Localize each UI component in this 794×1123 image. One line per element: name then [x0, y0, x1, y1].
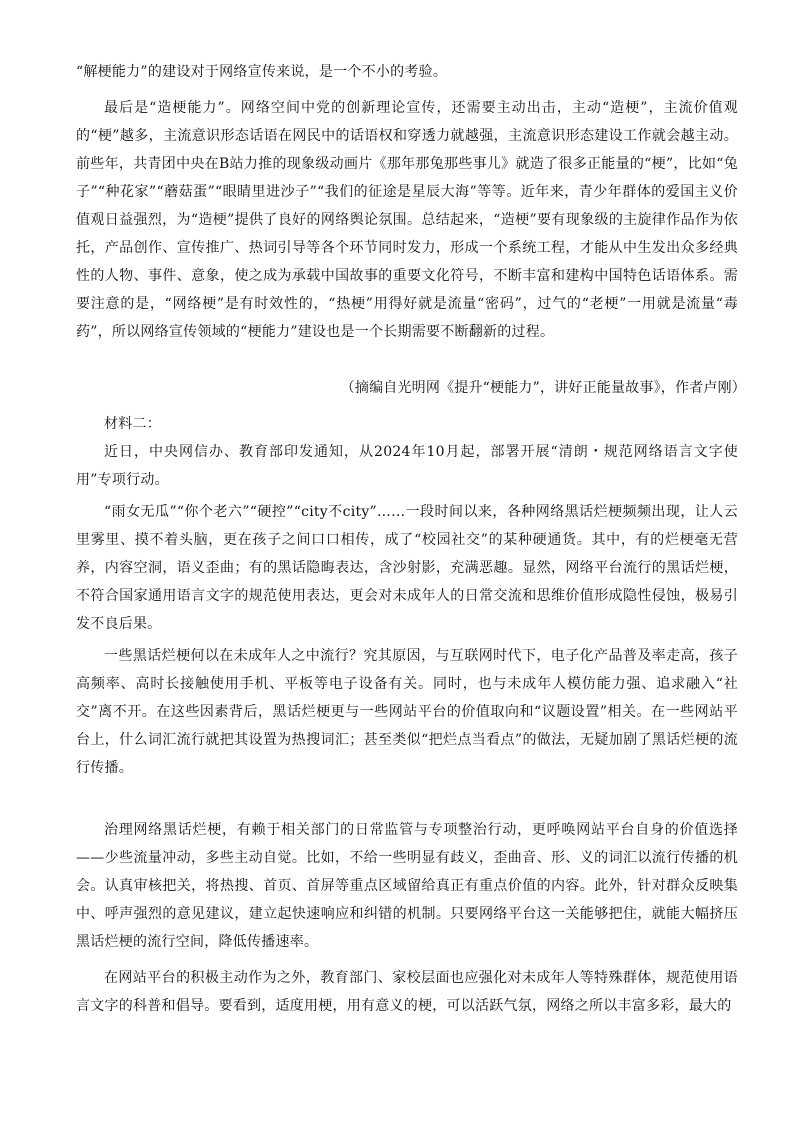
- source-attribution: （摘编自光明网《提升“梗能力”，讲好正能量故事》，作者卢刚）: [340, 380, 746, 396]
- paragraph-zaogeng: 最后是“造梗能力”。网络空间中党的创新理论宣传，还需要主动出击，主动“造梗”，主流价值观的“梗”越多，主流意识形态话语在网民中的话语权和穿透力就越强，主流意识形态建设工作就会越主动。前些年，共青团中央在B站力推的现象级动画片《那年那兔那些事儿》就造了很多正能量的“梗”，比如“兔子”“种花家”“蘑菇蛋”“眼睛里进沙子”“我们的征途是星辰大海”等等。近年来，青少年群体的爱国主义价值观日益强烈，为“造梗”提供了良好的网络舆论氛围。总结起来，“造梗”要有现象级的主旋律作品作为依托，产品创作、宣传推广、热词引导等各个环节同时发力，形成一个系统工程，才能从中生发出众多经典性的人物、事件、意象，使之成为承载中国故事的重要文化符号，不断丰富和建构中国特色话语体系。需要注意的是，“网络梗”是有时效性的，“热梗”用得好就是流量“密码”，过气的“老梗”一用就是流量“毒药”，所以网络宣传领域的“梗能力”建设也是一个长期需要不断翻新的过程。: [76, 100, 738, 340]
- paragraph-governance: 治理网络黑话烂梗，有赖于相关部门的日常监管与专项整治行动，更呼唤网站平台自身的价值选择——少些流量冲动，多些主动自觉。比如，不给一些明显有歧义，歪曲音、形、义的词汇以流行传播的机会。认真审核把关，将热搜、首页、首屏等重点区域留给真正有重点价值的内容。此外，针对群众反映集中、呼声强烈的意见建议，建立起快速响应和纠错的机制。只要网络平台这一关能够把住，就能大幅挤压黑话烂梗的流行空间，降低传播速率。: [76, 822, 738, 950]
- paragraph-education: 在网站平台的积极主动作为之外，教育部门、家校层面也应强化对未成年人等特殊群体，规范使用语言文字的科普和倡导。要看到，适度用梗，用有意义的梗，可以活跃气氛，网络之所以丰富多彩，最大的: [76, 970, 738, 1014]
- material-two-label: 材料二：: [104, 416, 161, 432]
- paragraph-notice: 近日，中央网信办、教育部印发通知，从2024年10月起，部署开展“清朗・规范网络语言文字使用”专项行动。: [76, 444, 738, 488]
- paragraph-causes: 一些黑话烂梗何以在未成年人之中流行？究其原因，与互联网时代下，电子化产品普及率走高，孩子高频率、高时长接触使用手机、平板等电子设备有关。同时，也与未成年人模仿能力强、追求融入“社交”离不开。在这些因素背后，黑话烂梗更与一些网站平台的价值取向和“议题设置”相关。在一些网站平台上，什么词汇流行就把其设置为热搜词汇；甚至类似“把烂点当看点”的做法，无疑加剧了黑话烂梗的流行传播。: [76, 648, 738, 776]
- paragraph-slang-examples: “雨女无瓜”“你个老六”“硬控”“city不city”……一段时间以来，各种网络黑话烂梗频频出现，让人云里雾里、摸不着头脑，更在孩子之间口口相传，成了“校园社交”的某种硬通货。其中，有的烂梗毫无营养，内容空洞，语义歪曲；有的黑话隐晦表达，含沙射影，充满恶趣。显然，网络平台流行的黑话烂梗，不符合国家通用语言文字的规范使用表达，更会对未成年人的日常交流和思维价值形成隐性侵蚀，极易引发不良后果。: [76, 504, 738, 632]
- paragraph-continuation: “解梗能力”的建设对于网络宣传来说，是一个不小的考验。: [76, 64, 448, 80]
